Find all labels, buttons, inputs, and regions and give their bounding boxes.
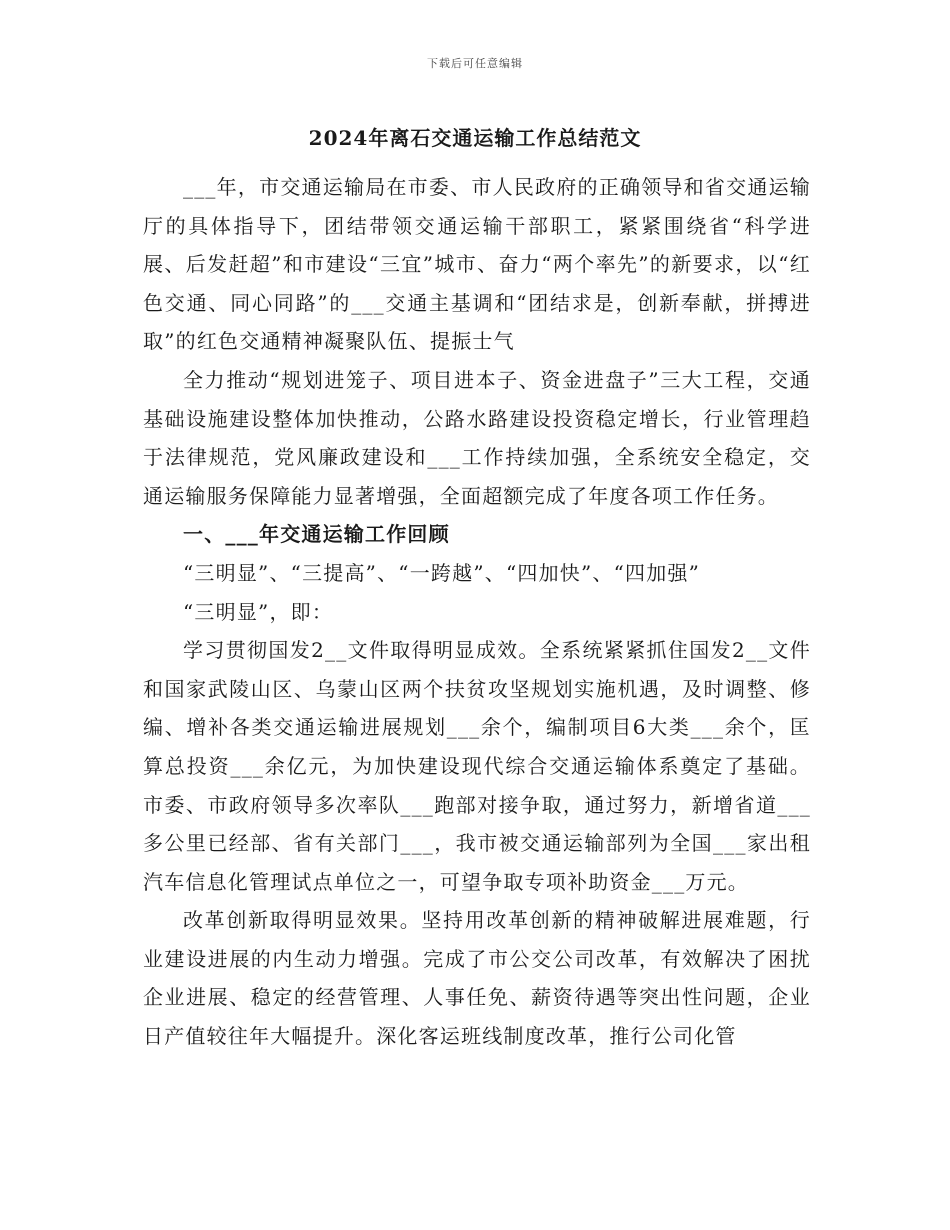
document-title: 2024年离石交通运输工作总结范文 (308, 126, 642, 150)
paragraph-keywords: “三明显”、“三提高”、“一跨越”、“四加快”、“四加强” (183, 560, 701, 585)
header-note: 下载后可任意编辑 (427, 57, 523, 70)
section-heading: 一、___年交通运输工作回顾 (183, 522, 450, 547)
paragraph-intro: ___年，市交通运输局在市委、市人民政府的正确领导和省交通运输厅的具体指导下，团结带领交通运输干部职工，紧紧围绕省“科学进展、后发赶超”和市建设“三宜”城市、奋力“两个率先”的新要求，以“红色交通、同心同路”的___交通主基调和“团结求是，创新奉献，拼搏进取”的红色交通精神凝聚队伍、提振士气 (143, 175, 811, 354)
document-body (143, 168, 811, 1056)
paragraph-reform: 改革创新取得明显效果。坚持用改革创新的精神破解进展难题，行业建设进展的内生动力增强。完成了市公交公司改革，有效解决了困扰企业进展、稳定的经营管理、人事任免、薪资待遇等突出性问题，企业日产值较往年大幅提升。深化客运班线制度改革，推行公司化管 (143, 908, 811, 1049)
paragraph-overview: 全力推动“规划进笼子、项目进本子、资金进盘子”三大工程，交通基础设施建设整体加快推动，公路水路建设投资稳定增长，行业管理趋于法律规范，党风廉政建设和___工作持续加强，全系统安全稳定，交通运输服务保障能力显著增强，全面超额完成了年度各项工作任务。 (143, 367, 811, 508)
paragraph-three-obvious: “三明显”，即： (183, 599, 334, 624)
paragraph-study: 学习贯彻国发2__文件取得明显成效。全系统紧紧抓住国发2__文件和国家武陵山区、乌蒙山区两个扶贫攻坚规划实施机遇，及时调整、修编、增补各类交通运输进展规划___余个，编制项目6大类___余个，匡算总投资___余亿元，为加快建设现代综合交通运输体系奠定了基础。市委、市政府领导多次率队___跑部对接争取，通过努力，新增省道___多公里已经部、省有关部门___，我市被交通运输部列为全国___家出租汽车信息化管理试点单位之一，可望争取专项补助资金___万元。 (143, 638, 811, 894)
